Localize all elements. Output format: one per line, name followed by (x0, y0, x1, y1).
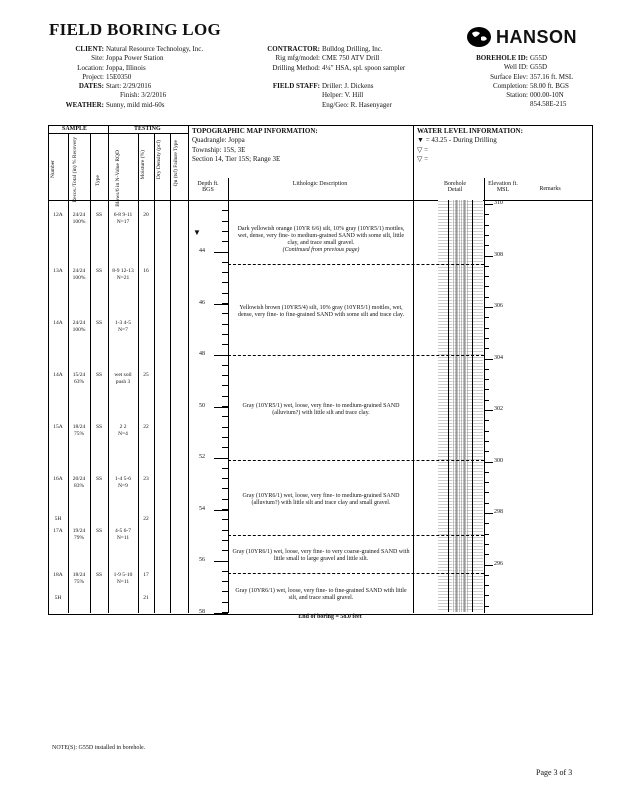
sample-blows: 2 2 N=4 (118, 424, 128, 437)
sample-number: 15A (53, 424, 63, 430)
elevation-minor-tick (484, 606, 489, 607)
elevation-minor-tick (484, 369, 489, 370)
depth-tick-label: 44 (199, 248, 205, 254)
water-level-marker-icon: ▼ (193, 228, 201, 237)
sample-testing-divider (48, 133, 188, 134)
testing-heading: TESTING (134, 126, 161, 132)
sample-blows: 1-9 5-10 N=11 (113, 572, 133, 585)
dates-finish: Finish: 3/2/2016 (120, 91, 167, 100)
borehole-value: G55D (530, 54, 548, 62)
depth-minor-tick (222, 416, 228, 417)
depth-minor-tick (222, 509, 228, 510)
elevation-minor-tick (484, 565, 489, 566)
sample-number: 5H (54, 595, 62, 601)
stratum-text: Gray (10YR6/1) wet, loose, very fine- to very coarse-grained SAND with little small to large gravel and little silt. (232, 549, 410, 562)
stratum-description (232, 361, 410, 458)
elevation-minor-tick (484, 472, 489, 473)
sample-number: 17A (53, 528, 63, 534)
helper-value: Helper: V. Hill (322, 91, 364, 100)
drilling-value: 4¼" HSA, spl. spoon sampler (322, 63, 406, 72)
completion-value: 58.00 ft. BGS (530, 81, 569, 90)
sample-recovery: 20/24 83% (72, 476, 86, 489)
depth-tick-label: 52 (199, 454, 205, 460)
elevation-minor-tick (484, 379, 489, 380)
header-divider (48, 200, 593, 201)
sample-recovery: 18/24 75% (72, 424, 86, 437)
client-value: Natural Resource Technology, Inc. (106, 45, 204, 53)
col-elevation: Elevation ft. MSL (488, 181, 518, 193)
elevation-minor-tick (484, 462, 489, 463)
elevation-minor-tick (484, 420, 489, 421)
water-level-icon: ▼ (417, 136, 424, 145)
col-qu: Qu (tsf) Failure Type (173, 140, 179, 187)
sample-moisture: 17 (143, 572, 149, 578)
col-number: Number (50, 160, 56, 179)
water-info: WATER LEVEL INFORMATION: ▼ = 43.25 - During Drilling ▽ = ▽ = (417, 127, 587, 164)
elevation-minor-tick (484, 225, 489, 226)
sample-moisture: 25 (143, 372, 149, 378)
sample-type: SS (95, 572, 103, 578)
location-value: Joppa, Illinois (106, 63, 146, 72)
sample-number: 16A (53, 476, 63, 482)
weather-value: Sunny, mild mid-60s (106, 100, 165, 109)
sample-type: SS (95, 268, 103, 274)
well-value: G55D (530, 63, 548, 72)
elevation-minor-tick (484, 523, 489, 524)
stratum-note: (Continued from previous page) (282, 247, 360, 253)
header-labels-mid: CONTRACTOR: Rig mfg/model: Drilling Method: FIELD STAFF: (267, 45, 320, 91)
offset-value: 854.58E-215 (530, 100, 567, 109)
depth-tick-label: 54 (199, 505, 205, 512)
depth-minor-tick (222, 262, 228, 263)
topo-quad: Quadrangle: Joppa (192, 136, 245, 145)
globe-icon (466, 25, 492, 49)
topo-section: Section 14, Tier 15S; Range 3E (192, 154, 281, 163)
col-moisture: Moisture (%) (140, 150, 146, 180)
depth-minor-tick (222, 231, 228, 232)
depth-minor-tick (222, 221, 228, 222)
stratum-boundary (228, 460, 484, 461)
col-recovery: Recov./Total (in) % Recovery (72, 137, 78, 203)
sample-type: SS (95, 212, 103, 218)
elevation-minor-tick (484, 276, 489, 277)
sample-blows: 8-9 12-13 N=21 (112, 268, 134, 281)
depth-minor-tick (222, 561, 228, 562)
depth-minor-tick (222, 519, 228, 520)
log-title: FIELD BORING LOG (49, 20, 221, 39)
sample-number: 18A (53, 572, 63, 578)
depth-minor-tick (222, 334, 228, 335)
depth-minor-tick (222, 437, 228, 438)
elevation-tick-label: 298 (494, 509, 503, 515)
depth-tick-label: 48 (199, 351, 205, 357)
elevation-minor-tick (484, 595, 489, 596)
page-number: Page 3 of 3 (536, 768, 573, 777)
depth-minor-tick (222, 488, 228, 489)
header-labels-left: CLIENT: Site: Location: Project: DATES: WEATHER: (65, 45, 104, 109)
station-value: 000.00-10N (530, 91, 564, 100)
elevation-minor-tick (484, 451, 489, 452)
sample-recovery: 15/24 63% (72, 372, 86, 385)
stratum-description (232, 218, 410, 262)
elevation-minor-tick (484, 297, 489, 298)
elevation-minor-tick (484, 307, 489, 308)
sample-type: SS (95, 320, 103, 326)
surface-value: 357.16 ft. MSL (530, 72, 574, 81)
sample-recovery: 18/24 75% (72, 572, 86, 585)
sample-number: 5H (54, 516, 62, 522)
col-borehole: Borehole Detail (444, 181, 466, 193)
header-values-left (106, 45, 246, 110)
elevation-minor-tick (484, 441, 489, 442)
sample-moisture: 20 (143, 212, 149, 218)
elevation-minor-tick (484, 389, 489, 390)
stratum-description (232, 541, 410, 571)
depth-minor-tick (222, 396, 228, 397)
stratum-description (232, 270, 410, 353)
elevation-minor-tick (484, 431, 489, 432)
stratum-boundary (228, 355, 484, 356)
sample-number: 14A (53, 372, 63, 378)
elevation-minor-tick (484, 554, 489, 555)
col-blows: Blows/6 in N-Value RQD (115, 150, 121, 207)
elevation-minor-tick (484, 534, 489, 535)
elevation-tick-label: 302 (494, 406, 503, 412)
elevation-tick-label: 300 (494, 457, 503, 464)
header-values-mid (322, 45, 452, 110)
topo-township: Township: 15S, 3E (192, 145, 246, 154)
depth-tick-label: 58 (199, 608, 205, 615)
sample-type: SS (95, 528, 103, 534)
depth-tick-label: 46 (199, 299, 205, 306)
elevation-minor-tick (484, 575, 489, 576)
depth-minor-tick (222, 571, 228, 572)
sample-recovery: 24/24 100% (72, 268, 86, 281)
sample-type: SS (95, 424, 103, 430)
water-level-icon-2: ▽ (417, 145, 423, 154)
elevation-tick-label: 304 (494, 354, 503, 361)
depth-minor-tick (222, 210, 228, 211)
elevation-tick-label: 310 (494, 200, 503, 206)
col-remarks: Remarks (539, 186, 561, 192)
stratum-boundary (228, 535, 484, 536)
elevation-minor-tick (484, 359, 489, 360)
depth-minor-tick (222, 499, 228, 500)
rig-value: CME 750 ATV Drill (322, 54, 380, 63)
sample-type: SS (95, 372, 103, 378)
depth-tick-label: 56 (199, 557, 205, 563)
depth-minor-tick (222, 427, 228, 428)
depth-minor-tick (222, 602, 228, 603)
elevation-tick-label: 308 (494, 251, 503, 258)
sample-number: 13A (53, 268, 63, 274)
sample-blows: 4-5 6-7 N=11 (114, 528, 132, 541)
elevation-minor-tick (484, 348, 489, 349)
depth-minor-tick (222, 385, 228, 386)
depth-minor-tick (222, 468, 228, 469)
elevation-minor-tick (484, 513, 489, 514)
depth-minor-tick (222, 313, 228, 314)
sample-moisture: 21 (143, 595, 149, 601)
depth-minor-tick (222, 355, 228, 356)
depth-minor-tick (222, 530, 228, 531)
depth-minor-tick (222, 303, 228, 304)
elevation-minor-tick (484, 338, 489, 339)
sample-recovery: 24/24 100% (72, 212, 86, 225)
stratum-description (232, 579, 410, 610)
elevation-tick-label: 306 (494, 303, 503, 309)
col-depth: Depth ft. BGS (197, 181, 219, 193)
elevation-minor-tick (484, 245, 489, 246)
elevation-minor-tick (484, 204, 489, 205)
dates-start: Start: 2/29/2016 (106, 82, 152, 91)
depth-minor-tick (222, 200, 228, 201)
sample-recovery: 19/24 79% (72, 528, 86, 541)
elevation-minor-tick (484, 256, 489, 257)
topo-heading: TOPOGRAPHIC MAP INFORMATION: (192, 127, 318, 135)
stratum-text: Dark yellowish orange (10YR 6/6) silt, 10% gray (10YR5/1) mottles, wet, dense, very fine- to medium-grained SAND with some silt, little clay, and trace small gravel. (237, 226, 405, 246)
stratum-description (232, 466, 410, 533)
depth-minor-tick (222, 375, 228, 376)
elevation-minor-tick (484, 214, 489, 215)
depth-minor-tick (222, 540, 228, 541)
sample-blows: 1-4 5-6 N=9 (114, 476, 132, 489)
elevation-minor-tick (484, 235, 489, 236)
water-level-icon-3: ▽ (417, 154, 423, 163)
stratum-text: Gray (10YR5/1) wet, loose, very fine- to medium-grained SAND (alluvium?) with little silt and trace clay. (242, 402, 400, 416)
stratum-boundary (228, 573, 484, 574)
elevation-minor-tick (484, 286, 489, 287)
driller-value: Driller: J. Dickens (322, 82, 374, 91)
elevation-minor-tick (484, 410, 489, 411)
sample-moisture: 23 (143, 476, 149, 482)
elevation-minor-tick (484, 503, 489, 504)
depth-minor-tick (222, 344, 228, 345)
sample-heading: SAMPLE (62, 126, 88, 132)
stratum-boundary (228, 264, 484, 265)
depth-minor-tick (222, 365, 228, 366)
hanson-logo (466, 25, 584, 51)
topo-info (192, 127, 407, 164)
borehole-graphic (438, 200, 483, 612)
sample-moisture: 16 (143, 268, 149, 274)
header-values-right (530, 54, 592, 110)
sample-number: 14A (53, 320, 63, 326)
elevation-minor-tick (484, 482, 489, 483)
elevation-tick-label: 296 (494, 560, 503, 567)
sample-blows: wet soil push 3 (114, 372, 132, 385)
depth-minor-tick (222, 324, 228, 325)
depth-minor-tick (222, 612, 228, 613)
project-value: 15E0350 (106, 72, 132, 81)
depth-minor-tick (222, 272, 228, 273)
depth-minor-tick (222, 406, 228, 407)
depth-minor-tick (222, 550, 228, 551)
depth-minor-tick (222, 478, 228, 479)
elevation-minor-tick (484, 266, 489, 267)
depth-minor-tick (222, 282, 228, 283)
end-of-boring: End of boring = 58.0 feet (298, 614, 362, 620)
elevation-minor-tick (484, 317, 489, 318)
elevation-minor-tick (484, 544, 489, 545)
stratum-text: Gray (10YR6/1) wet, loose, very fine- to fine-grained SAND with little silt, and trace small gravel. (235, 587, 407, 601)
logo-text: HANSON (496, 27, 578, 47)
elevation-minor-tick (484, 492, 489, 493)
stratum-text: Yellowish brown (10YR5/4) silt, 10% gray (10YR5/1) mottles, wet, dense, very fine- to fine-grained SAND with some silt and trace clay. (237, 304, 405, 318)
sample-blows: 6-8 9-11 N=17 (113, 212, 133, 225)
depth-minor-tick (222, 447, 228, 448)
depth-minor-tick (222, 458, 228, 459)
site-value: Joppa Power Station (106, 54, 164, 63)
depth-minor-tick (222, 252, 228, 253)
col-type: Type (95, 175, 101, 186)
sample-number: 12A (53, 212, 63, 218)
sample-type: SS (95, 476, 103, 482)
elevation-minor-tick (484, 585, 489, 586)
eng-value: Eng/Geo: R. Hasenyager (322, 100, 392, 109)
elevation-minor-tick (484, 328, 489, 329)
col-dry-density: Dry Density (pcf) (156, 140, 162, 180)
notes: NOTE(S): G55D installed in borehole. (52, 745, 146, 751)
contractor-value: Bulldog Drilling, Inc. (322, 45, 383, 53)
sample-recovery: 24/24 100% (72, 320, 86, 333)
sample-blows: 1-3 4-5 N=7 (114, 320, 132, 333)
depth-minor-tick (222, 581, 228, 582)
header-labels-right: BOREHOLE ID: Well ID: Surface Elev: Completion: Station: (476, 54, 528, 100)
depth-minor-tick (222, 241, 228, 242)
sample-moisture: 22 (143, 424, 149, 430)
water-heading: WATER LEVEL INFORMATION: (417, 127, 523, 135)
depth-minor-tick (222, 591, 228, 592)
elevation-minor-tick (484, 400, 489, 401)
depth-minor-tick (222, 293, 228, 294)
sample-moisture: 22 (143, 516, 149, 522)
stratum-text: Gray (10YR6/1) wet, loose, very fine- to medium-grained SAND (alluvium?) with little silt and trace clay and small gravel. (242, 492, 400, 506)
col-lithologic: Lithologic Description (292, 181, 348, 187)
depth-tick-label: 50 (199, 402, 205, 409)
